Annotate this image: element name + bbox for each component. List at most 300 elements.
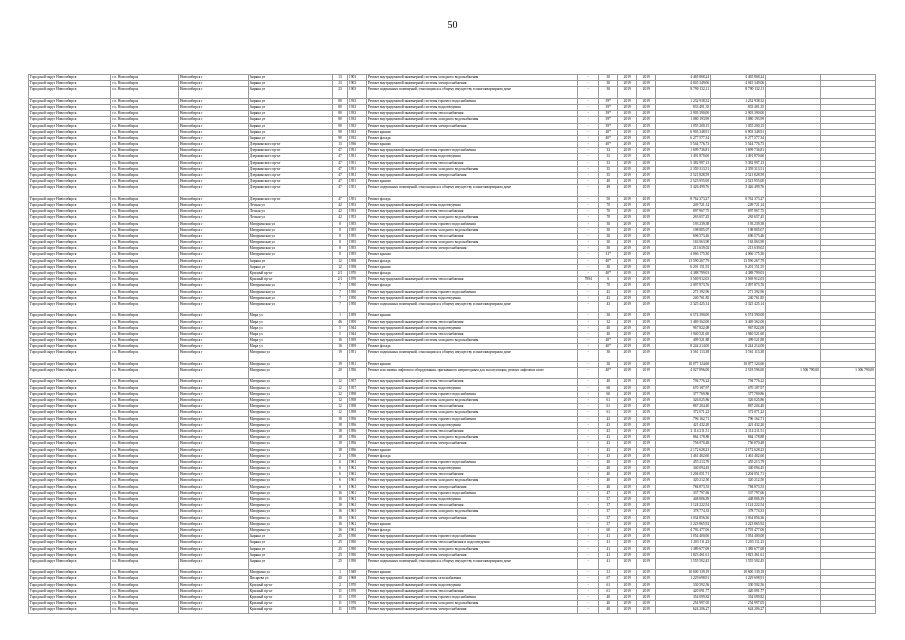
cell-year-built: 1961 <box>347 509 366 515</box>
cell-plan-start: 2019 <box>618 398 637 404</box>
cell-year-built: 1950 <box>347 546 366 552</box>
cell-area: - <box>578 331 599 337</box>
cell-street: Мичурина ул <box>248 472 332 478</box>
cell-service-life: 39* <box>599 104 618 110</box>
cell-work-type: Ремонт крыши <box>366 179 577 185</box>
cell-city: Новосибирск г <box>178 503 248 509</box>
cell-total-cost: 8 762 373,27 <box>656 196 711 202</box>
cell-fund-cost: 5 382 997,13 <box>711 160 766 166</box>
cell-total-cost: 420 091,77 <box>656 588 711 594</box>
cell-municipality: Городской округ Новосибирск <box>29 534 111 540</box>
cell-plan-end: 2019 <box>637 515 656 521</box>
cell-plan-end: 2019 <box>637 160 656 166</box>
cell-house: 12 <box>333 379 348 385</box>
cell-plan-start: 2019 <box>618 595 637 601</box>
cell-city: Новосибирск г <box>178 160 248 166</box>
cell-area: - <box>578 422 599 428</box>
cell-work-type: Ремонт внутридомовой инженерной системы теплоснабжения <box>366 331 577 337</box>
cell-house: 8 <box>333 240 348 246</box>
cell-street: Мичурина ул <box>248 398 332 404</box>
cell-area: - <box>578 313 599 319</box>
cell-service-life: 60 <box>599 527 618 533</box>
cell-municipality: Городской округ Новосибирск <box>29 410 111 416</box>
cell-settlement: г.о. Новосибирск <box>111 558 179 569</box>
cell-city: Новосибирск г <box>178 289 248 295</box>
cell-year-built: 1961 <box>347 527 366 533</box>
cell-settlement: г.о. Новосибирск <box>111 111 179 117</box>
cell-house: 25 <box>333 552 348 558</box>
cell-plan-start: 2019 <box>618 521 637 527</box>
cell-fund-cost: 670 187,97 <box>711 385 766 391</box>
cell-service-life: 40* <box>599 142 618 148</box>
cell-total-cost: 1 491 870,60 <box>656 154 711 160</box>
cell-work-type: Ремонт внутридомовой инженерной системы водоотведения <box>366 295 577 301</box>
cell-total-cost: 1 555 502,45 <box>656 558 711 569</box>
cell-fund-cost: 377 769,86 <box>711 391 766 397</box>
cell-service-life: 30 <box>599 246 618 252</box>
cell-municipality: Городской округ Новосибирск <box>29 595 111 601</box>
cell-municipality: Городской округ Новосибирск <box>29 166 111 172</box>
cell-service-life: 49 <box>599 185 618 196</box>
cell-year-built: 1955 <box>347 246 366 252</box>
cell-house: 47 <box>333 196 348 202</box>
table-row <box>29 301 876 312</box>
cell-plan-start: 2019 <box>618 301 637 312</box>
cell-street: Зыряна ул <box>248 546 332 552</box>
cell-fund-cost: 4 793 477,06 <box>711 527 766 533</box>
cell-plan-start: 2019 <box>618 428 637 434</box>
cell-year-built: 1958 <box>347 398 366 404</box>
cell-area: - <box>578 87 599 98</box>
cell-city: Новосибирск г <box>178 325 248 331</box>
cell-municipality: Городской округ Новосибирск <box>29 478 111 484</box>
cell-fund-cost: 2 518 596,00 <box>711 368 766 379</box>
cell-total-cost: 193 239,38 <box>656 221 711 227</box>
cell-service-life: 39* <box>599 111 618 117</box>
cell-house: 16 <box>333 490 348 496</box>
cell-plan-start: 2019 <box>618 350 637 361</box>
cell-plan-end: 2019 <box>637 81 656 87</box>
cell-street: Мичурина ул <box>248 484 332 490</box>
cell-budget-cost <box>766 185 821 196</box>
cell-settlement: г.о. Новосибирск <box>111 398 179 404</box>
cell-year-built: 1961 <box>347 478 366 484</box>
cell-total-cost: 13 590 267,79 <box>656 258 711 264</box>
cell-house: 16 <box>333 503 348 509</box>
cell-city: Новосибирск г <box>178 129 248 135</box>
cell-street: Дзержинского пр-кт <box>248 160 332 166</box>
cell-municipality: Городской округ Новосибирск <box>29 435 111 441</box>
cell-plan-start: 2019 <box>618 295 637 301</box>
cell-municipality: Городской округ Новосибирск <box>29 87 111 98</box>
cell-plan-start: 2019 <box>618 209 637 215</box>
cell-plan-start: 2019 <box>618 331 637 337</box>
cell-street: Мичурина ул <box>248 428 332 434</box>
cell-house: 8 <box>333 252 348 258</box>
cell-house: 6 <box>333 459 348 465</box>
cell-work-type: Ремонт внутридомовой инженерной системы теплоснабжения <box>366 209 577 215</box>
cell-city: Новосибирск г <box>178 404 248 410</box>
cell-settlement: г.о. Новосибирск <box>111 607 179 613</box>
cell-year-built: 1959 <box>347 319 366 325</box>
cell-total-cost: 1 034 856,36 <box>656 515 711 521</box>
cell-work-type: Ремонт фасада <box>366 344 577 350</box>
cell-service-life: 35 <box>599 166 618 172</box>
cell-work-type: Ремонт крыши <box>366 252 577 258</box>
cell-work-type: Ремонт внутридомовой инженерной системы теплоснабжения <box>366 503 577 509</box>
cell-service-life: 39* <box>599 117 618 123</box>
cell-service-life: 43 <box>599 289 618 295</box>
cell-service-life: 40 <box>599 331 618 337</box>
cell-total-cost: 967 822,08 <box>656 325 711 331</box>
cell-settlement: г.о. Новосибирск <box>111 576 179 582</box>
cell-budget-cost: 1 306 790,00 <box>766 368 821 379</box>
table-row <box>29 368 876 379</box>
cell-settlement: г.о. Новосибирск <box>111 104 179 110</box>
cell-settlement: г.о. Новосибирск <box>111 246 179 252</box>
cell-plan-end: 2019 <box>637 87 656 98</box>
cell-area: - <box>578 325 599 331</box>
cell-service-life: 30 <box>599 81 618 87</box>
cell-street: Мичурина ул <box>248 441 332 447</box>
cell-plan-start: 2019 <box>618 319 637 325</box>
cell-street: Мичурина ул <box>248 368 332 379</box>
cell-municipality: Городской округ Новосибирск <box>29 447 111 453</box>
cell-plan-start: 2019 <box>618 142 637 148</box>
cell-street: Красный пр-кт <box>248 271 332 277</box>
cell-city: Новосибирск г <box>178 472 248 478</box>
cell-settlement: г.о. Новосибирск <box>111 301 179 312</box>
cell-plan-start: 2019 <box>618 111 637 117</box>
cell-total-cost: 6 574 390,00 <box>656 313 711 319</box>
cell-area: - <box>578 148 599 154</box>
cell-street: Мичурина ул <box>248 379 332 385</box>
cell-settlement: г.о. Новосибирск <box>111 344 179 350</box>
cell-municipality: Городской округ Новосибирск <box>29 490 111 496</box>
cell-street: Мичурина ул <box>248 509 332 515</box>
cell-plan-end: 2019 <box>637 179 656 185</box>
cell-fund-cost: 756 070,48 <box>711 441 766 447</box>
cell-work-type: Ремонт внутридомовой инженерной системы горячего водоснабжения <box>366 459 577 465</box>
cell-work-type: Ремонт внутридомовой инженерной системы холодного водоснабжения <box>366 435 577 441</box>
cell-work-type: Ремонт внутридомовой инженерной системы электроснабжения <box>366 173 577 179</box>
cell-house: 13 <box>333 142 348 148</box>
cell-settlement: г.о. Новосибирск <box>111 227 179 233</box>
cell-area: - <box>578 534 599 540</box>
cell-city: Новосибирск г <box>178 435 248 441</box>
cell-year-built: 1959 <box>347 338 366 344</box>
cell-work-type: Ремонт внутридомовой инженерной системы холодного водоснабжения <box>366 215 577 221</box>
cell-city: Новосибирск г <box>178 319 248 325</box>
cell-fund-cost: 1 823 461,61 <box>711 552 766 558</box>
cell-year-built: 1951 <box>347 148 366 154</box>
cell-plan-start: 2019 <box>618 123 637 129</box>
cell-work-type: Ремонт внутридомовой инженерной системы электроснабжения <box>366 552 577 558</box>
cell-service-life: 39* <box>599 98 618 104</box>
cell-area: - <box>578 202 599 208</box>
cell-total-cost: 1 389 677,08 <box>656 546 711 552</box>
cell-house: 90 <box>333 123 348 129</box>
cell-fund-cost: 1 054 400,00 <box>711 534 766 540</box>
cell-plan-start: 2019 <box>618 221 637 227</box>
cell-municipality: Городской округ Новосибирск <box>29 215 111 221</box>
cell-settlement: г.о. Новосибирск <box>111 534 179 540</box>
cell-plan-start: 2019 <box>618 459 637 465</box>
cell-city: Новосибирск г <box>178 179 248 185</box>
cell-plan-start: 2019 <box>618 117 637 123</box>
cell-street: Дзержинского пр-кт <box>248 166 332 172</box>
cell-settlement: г.о. Новосибирск <box>111 447 179 453</box>
cell-work-type: Ремонт внутридомовой инженерной системы теплоснабжения и водоотведения <box>366 540 577 546</box>
cell-work-type: Ремонт крыши <box>366 129 577 135</box>
cell-service-life: 43 <box>599 301 618 312</box>
cell-settlement: г.о. Новосибирск <box>111 160 179 166</box>
cell-municipality: Городской округ Новосибирск <box>29 368 111 379</box>
cell-plan-end: 2019 <box>637 527 656 533</box>
cell-plan-start: 2019 <box>618 490 637 496</box>
cell-settlement: г.о. Новосибирск <box>111 75 179 81</box>
cell-work-type: Ремонт внутридомовой инженерной системы водоотведения <box>366 104 577 110</box>
cell-house: 23 <box>333 81 348 87</box>
cell-municipality: Городской округ Новосибирск <box>29 98 111 104</box>
cell-city: Новосибирск г <box>178 601 248 607</box>
cell-fund-cost: 240 761,85 <box>711 295 766 301</box>
cell-street: Мичуринская ул <box>248 233 332 239</box>
cell-plan-start: 2019 <box>618 289 637 295</box>
cell-fund-cost: 3 469 362,00 <box>711 319 766 325</box>
cell-fund-cost: 4 045 349,06 <box>711 81 766 87</box>
cell-house: 19 <box>333 361 348 367</box>
cell-house: 46 <box>333 319 348 325</box>
cell-work-type: Ремонт внутридомовой инженерной системы электроснабжения <box>366 441 577 447</box>
cell-fund-cost: 897 967,75 <box>711 209 766 215</box>
cell-municipality: Городской округ Новосибирск <box>29 240 111 246</box>
cell-plan-end: 2019 <box>637 104 656 110</box>
cell-total-cost: 3 569 912,03 <box>656 277 711 283</box>
cell-municipality: Городской округ Новосибирск <box>29 233 111 239</box>
cell-house: 16 <box>333 509 348 515</box>
cell-year-built: 1958 <box>347 264 366 270</box>
cell-service-life: 33 <box>599 154 618 160</box>
cell-total-cost: 8 244 214,00 <box>656 344 711 350</box>
cell-municipality: Городской округ Новосибирск <box>29 527 111 533</box>
cell-street: Дзержинского пр-кт <box>248 173 332 179</box>
cell-total-cost: 670 187,97 <box>656 385 711 391</box>
cell-work-type: Ремонт внутридомовой инженерной системы холодного водоснабжения <box>366 398 577 404</box>
cell-plan-start: 2019 <box>618 271 637 277</box>
cell-year-built: 1953 <box>347 215 366 221</box>
cell-service-life: 41 <box>599 540 618 546</box>
cell-street: Писарева ул <box>248 576 332 582</box>
cell-settlement: г.о. Новосибирск <box>111 166 179 172</box>
cell-city: Новосибирск г <box>178 202 248 208</box>
cell-budget-cost-2 <box>820 350 875 361</box>
cell-area: - <box>578 410 599 416</box>
cell-house: 18 <box>333 447 348 453</box>
cell-budget-cost-2 <box>820 301 875 312</box>
cell-house: 23 <box>333 87 348 98</box>
cell-city: Новосибирск г <box>178 166 248 172</box>
cell-settlement: г.о. Новосибирск <box>111 233 179 239</box>
cell-area: - <box>578 179 599 185</box>
cell-settlement: г.о. Новосибирск <box>111 503 179 509</box>
cell-house: 16 <box>333 521 348 527</box>
cell-city: Новосибирск г <box>178 527 248 533</box>
cell-plan-start: 2019 <box>618 546 637 552</box>
cell-fund-cost: 2 521 828,59 <box>711 173 766 179</box>
cell-fund-cost: 967 822,08 <box>711 325 766 331</box>
cell-area: - <box>578 368 599 379</box>
cell-work-type: Ремонт крыши <box>366 570 577 576</box>
cell-street: Зыряна ул <box>248 534 332 540</box>
cell-municipality: Городской округ Новосибирск <box>29 135 111 141</box>
cell-plan-start: 2019 <box>618 466 637 472</box>
cell-settlement: г.о. Новосибирск <box>111 129 179 135</box>
cell-house: 7 <box>333 301 348 312</box>
cell-plan-end: 2019 <box>637 246 656 252</box>
cell-plan-start: 2019 <box>618 607 637 613</box>
cell-plan-start: 2019 <box>618 552 637 558</box>
cell-fund-cost: 4 465 868,24 <box>711 75 766 81</box>
cell-settlement: г.о. Новосибирск <box>111 154 179 160</box>
cell-work-type: Ремонт или замена лифтового оборудования, признанного непригодным для эксплуатации, ремонт лифтовых шахт <box>366 368 577 379</box>
cell-work-type: Ремонт внутридомовой инженерной системы электроснабжения <box>366 515 577 521</box>
cell-municipality: Городской округ Новосибирск <box>29 404 111 410</box>
cell-plan-end: 2019 <box>637 264 656 270</box>
cell-area: - <box>578 521 599 527</box>
cell-city: Новосибирск г <box>178 478 248 484</box>
cell-plan-start: 2019 <box>618 185 637 196</box>
cell-plan-start: 2019 <box>618 540 637 546</box>
cell-municipality: Городской округ Новосибирск <box>29 289 111 295</box>
cell-plan-end: 2019 <box>637 135 656 141</box>
cell-municipality: Городской округ Новосибирск <box>29 466 111 472</box>
cell-total-cost: 263 657,45 <box>656 215 711 221</box>
cell-year-built: 1959 <box>347 313 366 319</box>
cell-area: - <box>578 484 599 490</box>
cell-service-life: 40 <box>599 478 618 484</box>
cell-street: Зыряна ул <box>248 117 332 123</box>
cell-area: - <box>578 117 599 123</box>
cell-plan-start: 2019 <box>618 246 637 252</box>
cell-fund-cost: 254 997,05 <box>711 601 766 607</box>
cell-plan-end: 2019 <box>637 98 656 104</box>
cell-plan-start: 2019 <box>618 338 637 344</box>
cell-work-type: Ремонт внутридомовой инженерной системы водоотведения <box>366 582 577 588</box>
cell-area: - <box>578 350 599 361</box>
cell-plan-start: 2019 <box>618 601 637 607</box>
cell-city: Новосибирск г <box>178 391 248 397</box>
cell-plan-end: 2019 <box>637 546 656 552</box>
cell-area: - <box>578 361 599 367</box>
cell-service-life: 30 <box>599 264 618 270</box>
cell-municipality: Городской округ Новосибирск <box>29 361 111 367</box>
cell-plan-start: 2019 <box>618 313 637 319</box>
page-number: 50 <box>447 20 458 31</box>
cell-service-life: 40 <box>599 466 618 472</box>
cell-service-life: 37 <box>599 515 618 521</box>
cell-city: Новосибирск г <box>178 277 248 283</box>
cell-plan-end: 2019 <box>637 233 656 239</box>
cell-year-built: 1933 <box>347 98 366 104</box>
cell-municipality: Городской округ Новосибирск <box>29 173 111 179</box>
cell-settlement: г.о. Новосибирск <box>111 497 179 503</box>
cell-fund-cost: 1 940 521,60 <box>711 331 766 337</box>
cell-total-cost: 330 592,56 <box>656 582 711 588</box>
cell-plan-start: 2019 <box>618 179 637 185</box>
cell-house: 11 <box>333 601 348 607</box>
cell-budget-cost <box>766 350 821 361</box>
cell-house: 47 <box>333 160 348 166</box>
cell-city: Новосибирск г <box>178 428 248 434</box>
cell-budget-cost-2 <box>820 185 875 196</box>
cell-area: - <box>578 264 599 270</box>
cell-area: - <box>578 385 599 391</box>
cell-plan-start: 2019 <box>618 81 637 87</box>
cell-city: Новосибирск г <box>178 227 248 233</box>
cell-area: - <box>578 447 599 453</box>
cell-plan-end: 2019 <box>637 319 656 325</box>
cell-year-built: 1944 <box>347 325 366 331</box>
cell-total-cost: 1 940 521,60 <box>656 331 711 337</box>
cell-city: Новосибирск г <box>178 344 248 350</box>
cell-total-cost: 6 277 577,34 <box>656 135 711 141</box>
cell-municipality: Городской округ Новосибирск <box>29 607 111 613</box>
cell-house: 6 <box>333 472 348 478</box>
cell-work-type: Ремонт внутридомовой инженерной системы холодного водоснабжения <box>366 509 577 515</box>
cell-area: - <box>578 129 599 135</box>
cell-total-cost: 2 359 313,51 <box>656 166 711 172</box>
cell-city: Новосибирск г <box>178 576 248 582</box>
cell-total-cost: 4 066 175,30 <box>656 252 711 258</box>
cell-city: Новосибирск г <box>178 331 248 337</box>
cell-city: Новосибирск г <box>178 215 248 221</box>
cell-area: - <box>578 301 599 312</box>
cell-house: 11 <box>333 595 348 601</box>
cell-service-life: 40 <box>599 484 618 490</box>
cell-settlement: г.о. Новосибирск <box>111 283 179 289</box>
cell-house: 12 <box>333 404 348 410</box>
cell-fund-cost: 2 903 390,00 <box>711 111 766 117</box>
cell-area: - <box>578 570 599 576</box>
cell-year-built: 1951 <box>347 196 366 202</box>
cell-fund-cost: 378 774,33 <box>711 509 766 515</box>
cell-area: - <box>578 295 599 301</box>
cell-street: Зыряна ул <box>248 135 332 141</box>
cell-city: Новосибирск г <box>178 252 248 258</box>
cell-total-cost: 833 401,35 <box>656 104 711 110</box>
cell-area: - <box>578 515 599 521</box>
cell-city: Новосибирск г <box>178 233 248 239</box>
cell-settlement: г.о. Новосибирск <box>111 221 179 227</box>
cell-service-life: 30 <box>599 221 618 227</box>
cell-service-life: 43 <box>599 422 618 428</box>
cell-city: Новосибирск г <box>178 246 248 252</box>
cell-city: Новосибирск г <box>178 368 248 379</box>
cell-street: Зыряна ул <box>248 111 332 117</box>
cell-area: - <box>578 233 599 239</box>
cell-plan-start: 2019 <box>618 202 637 208</box>
cell-plan-end: 2019 <box>637 410 656 416</box>
cell-plan-start: 2019 <box>618 361 637 367</box>
cell-municipality: Городской округ Новосибирск <box>29 601 111 607</box>
cell-budget-cost <box>766 87 821 98</box>
cell-plan-start: 2019 <box>618 527 637 533</box>
cell-plan-end: 2019 <box>637 385 656 391</box>
cell-city: Новосибирск г <box>178 416 248 422</box>
cell-total-cost: 8 790 132,11 <box>656 87 711 98</box>
cell-municipality: Городской округ Новосибирск <box>29 104 111 110</box>
